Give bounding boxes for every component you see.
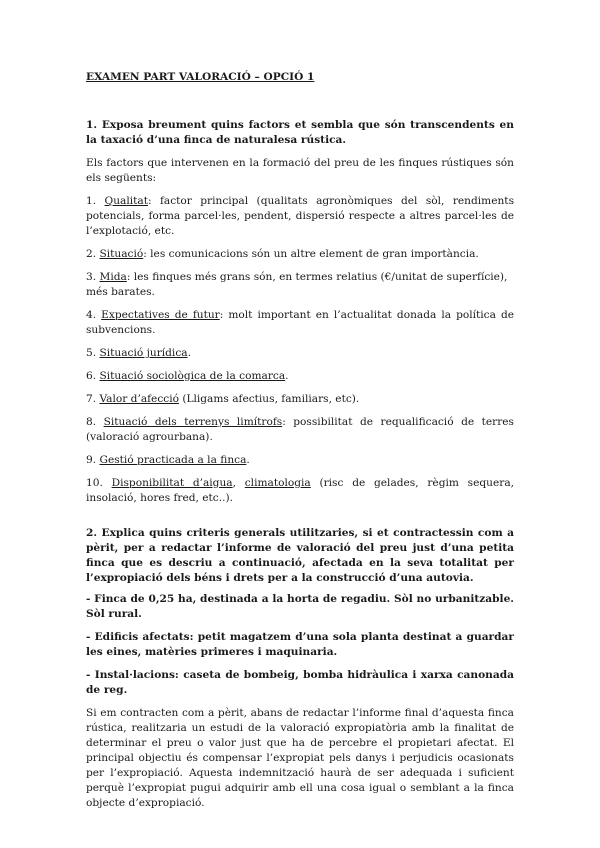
factor-item-2: 2. Situació: les comunicacions són un altre element de gran importància. [86, 248, 479, 260]
factor-item-4: 4. Expectatives de futur: molt important en l’actualitat donada la política de subvencions. [86, 309, 515, 336]
factor-term: Valor d’afecció [99, 393, 179, 405]
document-content [86, 70, 514, 819]
factor-term: Gestió practicada a la finca [99, 454, 247, 466]
factor-term: Mida [99, 271, 127, 283]
factor-item-10: 10. Disponibilitat d’aigua, climatologia (risc de gelades, règim sequera, insolació, hores fred, etc..). [86, 477, 514, 504]
factor-term: climatologia [244, 477, 311, 489]
factor-term: Qualitat [104, 195, 148, 207]
q2-bullet-2: - Edificis afectats: petit magatzem d’una sola planta destinat a guardar les eines, matèries primeres i maquinaria. [86, 631, 514, 658]
question-1: 1. Exposa breument quins factors et sembla que són transcendents en la taxació d’una finca de naturalesa rústica. [86, 119, 514, 146]
factor-term: Situació sociològica de la comarca [99, 370, 286, 382]
factor-item-9: 9. Gestió practicada a la finca. [86, 454, 250, 466]
factor-item-1: 1. Qualitat: factor principal (qualitats agronòmiques del sòl, rendiments potencials, forma parcel·les, pendent, dispersió respecte a altres parcel·les de l’explotació, etc. [86, 195, 515, 237]
q2-answer: Si em contracten com a pèrit, abans de redactar l’informe final d’aquesta finca rústica, realitzaria un estudi de la valoració expropiatòria amb la finalitat de determinar el preu o valor just que ha de percebre el propietari afectat. El principal objectiu és compensar l’expropiat pels danys i perjudicis ocasionats per l’expropiació. Aquesta indemnització haurà de ser adequada i suficient perquè l’expropiat pugui adquirir amb ell una cosa igual o semblant a la finca objecte d’expropiació. [86, 707, 514, 809]
factor-term: Situació dels terrenys limítrofs [103, 416, 283, 428]
q2-bullet-1: - Finca de 0,25 ha, destinada a la horta de regadiu. Sòl no urbanitzable. Sòl rural. [86, 593, 514, 620]
factor-term: Expectatives de futur [101, 309, 220, 321]
factor-term: Situació [99, 248, 144, 260]
question-2: 2. Explica quins criteris generals utilitzaries, si et contractessin com a pèrit, per a redactar l’informe de valoració del preu just d’una petita finca que es descriu a continuació, afectada en la seva totalitat per l’expropiació dels béns i drets per a la construcció d’una autovia. [86, 527, 514, 584]
q1-intro: Els factors que intervenen en la formació del preu de les finques rústiques són els següents: [86, 157, 514, 184]
factor-item-7: 7. Valor d’afecció (Lligams afectius, familiars, etc). [86, 393, 360, 405]
document-title: EXAMEN PART VALORACIÓ – OPCIÓ 1 [86, 71, 315, 83]
factor-term: Situació jurídica [99, 347, 188, 359]
q2-bullet-3: - Instal·lacions: caseta de bombeig, bomba hidràulica i xarxa canonada de reg. [86, 669, 514, 696]
factor-item-5: 5. Situació jurídica. [86, 347, 191, 359]
factor-item-3: 3. Mida: les finques més grans són, en termes relatius (€/unitat de superfície), més barates. [86, 271, 508, 298]
factor-term: Disponibilitat d’aigua [111, 477, 233, 489]
factor-item-8: 8. Situació dels terrenys limítrofs: possibilitat de requalificació de terres (valoració agrourbana). [86, 416, 514, 443]
factor-item-6: 6. Situació sociològica de la comarca. [86, 370, 289, 382]
